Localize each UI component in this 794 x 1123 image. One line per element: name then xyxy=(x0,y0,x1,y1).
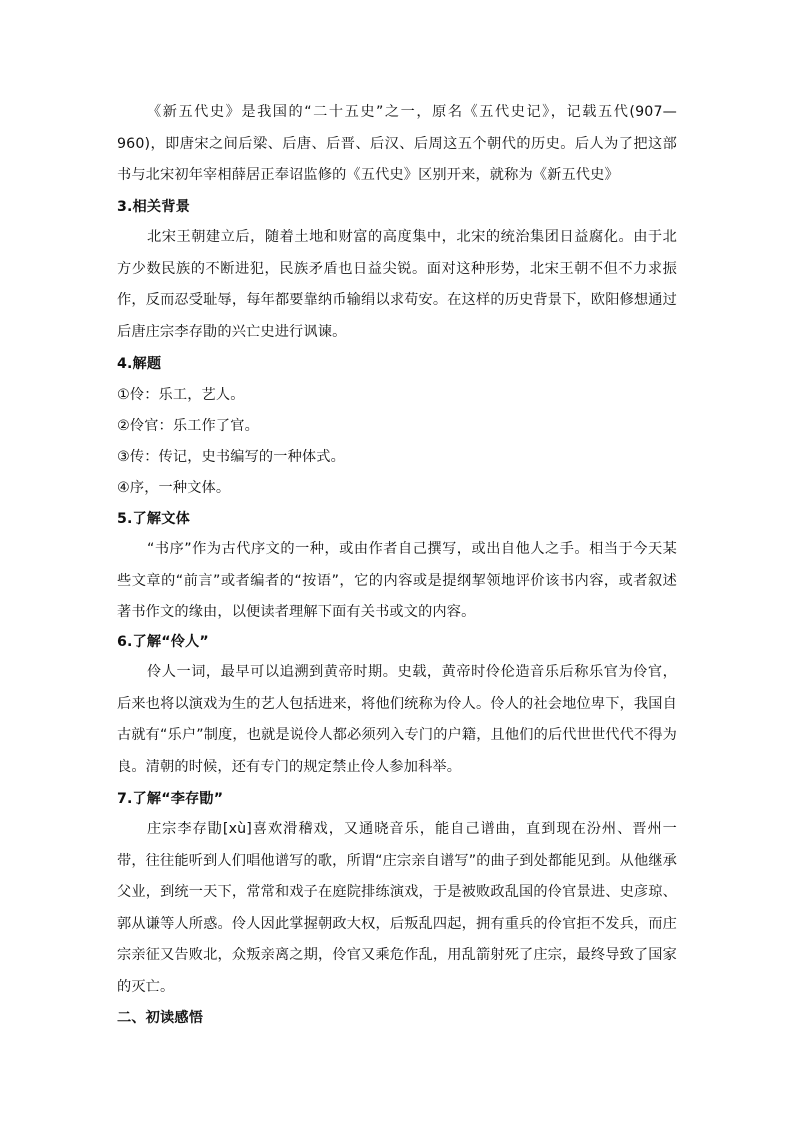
section-4-item-1: ①伶：乐工，艺人。 xyxy=(117,387,245,403)
section-6-paragraph: 伶人一词，最早可以追溯到黄帝时期。史载，黄帝时伶伦造音乐后称乐官为伶官，后来也将以演戏为生的艺人包括进来，将他们统称为伶人。伶人的社会地位卑下，我国自古就有“乐户”制度，也就是说伶人都必须列入专门的户籍，且他们的后代世世代代不得为良。清朝的时候，还有专门的规定禁止伶人参加科举。 xyxy=(117,664,677,775)
section-4-item-3: ③传：传记，史书编写的一种体式。 xyxy=(117,449,345,465)
section-7-paragraph: 庄宗李存勖[xù]喜欢滑稽戏，又通晓音乐，能自己谱曲，直到现在汾州、晋州一带，往往能听到人们唱他谱写的歌，所谓“庄宗亲自谱写”的曲子到处都能见到。从他继承父业，到统一天下，常常和戏子在庭院排练演戏，于是被败政乱国的伶官景进、史彦琼、郭从谦等人所惑。伶人因此掌握朝政大权，后叛乱四起，拥有重兵的伶官拒不发兵，而庄宗亲征又告败北，众叛亲离之期，伶官又乘危作乱，用乱箭射死了庄宗，最终导致了国家的灭亡。 xyxy=(117,821,677,995)
section-7-heading: 7.了解“李存勖” xyxy=(117,791,224,807)
section-4-heading: 4.解题 xyxy=(117,356,162,372)
section-4-item-2: ②伶官：乐工作了官。 xyxy=(117,418,259,434)
section-5-paragraph: “书序”作为古代序文的一种，或由作者自己撰写，或出自他人之手。相当于今天某些文章的“前言”或者编者的“按语”，它的内容或是提纲挈领地评价该书内容，或者叙述著书作文的缘由，以便读者理解下面有关书或文的内容。 xyxy=(117,541,677,620)
section-6-heading: 6.了解“伶人” xyxy=(117,634,209,650)
section-3-heading: 3.相关背景 xyxy=(117,199,190,215)
part-2-heading: 二、初读感悟 xyxy=(117,1010,204,1026)
section-4-item-4: ④序，一种文体。 xyxy=(117,480,231,496)
section-5-heading: 5.了解文体 xyxy=(117,511,190,527)
section-3-paragraph: 北宋王朝建立后，随着土地和财富的高度集中，北宋的统治集团日益腐化。由于北方少数民族的不断进犯，民族矛盾也日益尖锐。面对这种形势，北宋王朝不但不力求振作，反而忍受耻辱，每年都要靠纳币输绢以求苟安。在这样的历史背景下，欧阳修想通过后唐庄宗李存勖的兴亡史进行讽谏。 xyxy=(117,229,677,340)
intro-paragraph: 《新五代史》是我国的“二十五史”之一，原名《五代史记》，记载五代(907—960)，即唐宋之间后梁、后唐、后晋、后汉、后周这五个朝代的历史。后人为了把这部书与北宋初年宰相薛居正奉诏监修的《五代史》区别开来，就称为《新五代史》 xyxy=(117,104,677,183)
